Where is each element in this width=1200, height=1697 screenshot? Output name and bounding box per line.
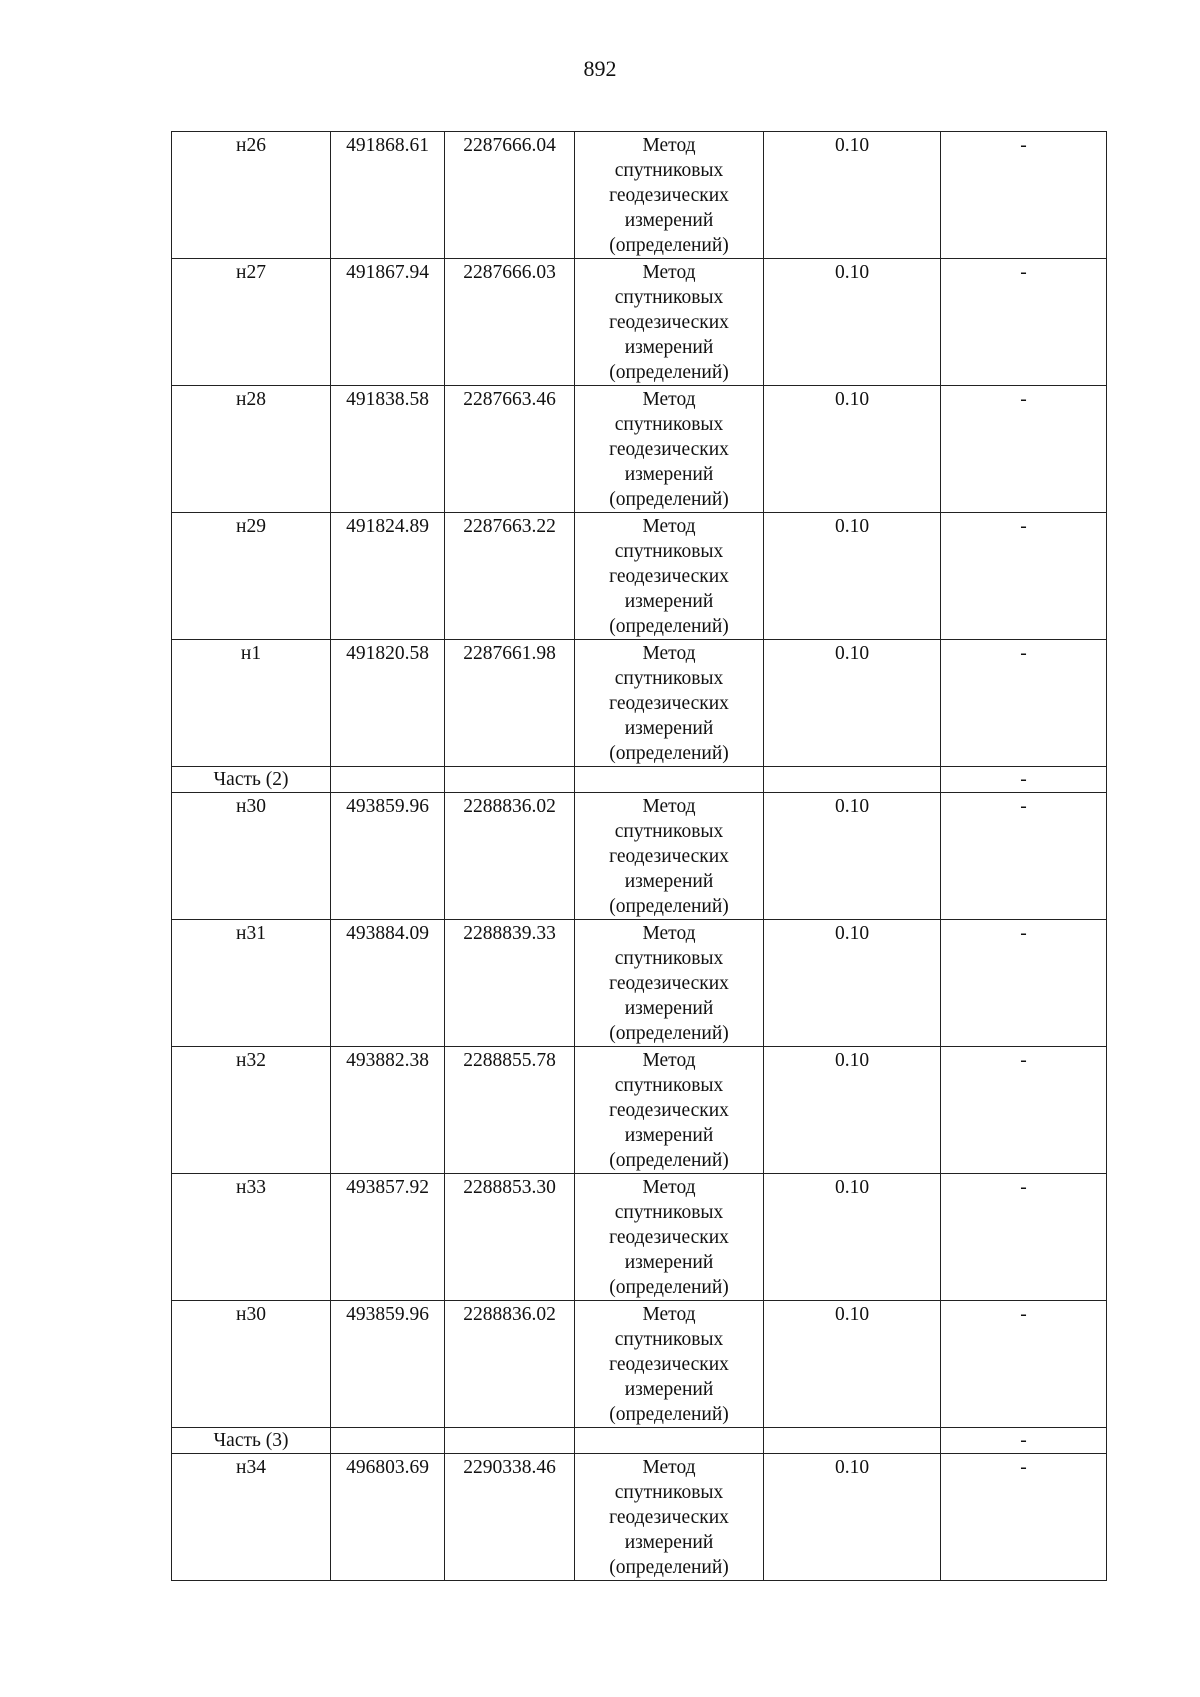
- method: Метод спутниковых геодезических измерений (определений): [575, 1174, 764, 1301]
- x-coordinate: 491868.61: [331, 132, 445, 259]
- note: -: [941, 132, 1107, 259]
- x-coordinate: [331, 1428, 445, 1454]
- point-name: н31: [172, 920, 331, 1047]
- note: -: [941, 1428, 1107, 1454]
- part-label: Часть (2): [172, 767, 331, 793]
- method: Метод спутниковых геодезических измерений (определений): [575, 513, 764, 640]
- accuracy: 0.10: [764, 513, 941, 640]
- point-name: н32: [172, 1047, 331, 1174]
- accuracy: 0.10: [764, 640, 941, 767]
- method: [575, 767, 764, 793]
- table-row: [172, 259, 1107, 386]
- y-coordinate: [445, 767, 575, 793]
- page-number: 892: [583, 56, 617, 81]
- x-coordinate: 491824.89: [331, 513, 445, 640]
- accuracy: 0.10: [764, 1454, 941, 1581]
- x-coordinate: [331, 767, 445, 793]
- accuracy: 0.10: [764, 259, 941, 386]
- table-row: [172, 132, 1107, 259]
- accuracy: [764, 1428, 941, 1454]
- table-row: [172, 640, 1107, 767]
- accuracy: 0.10: [764, 386, 941, 513]
- y-coordinate: 2287666.04: [445, 132, 575, 259]
- x-coordinate: 496803.69: [331, 1454, 445, 1581]
- table-row: [172, 1174, 1107, 1301]
- y-coordinate: [445, 1428, 575, 1454]
- note: -: [941, 513, 1107, 640]
- table-row: [172, 513, 1107, 640]
- note: -: [941, 793, 1107, 920]
- x-coordinate: 493859.96: [331, 793, 445, 920]
- x-coordinate: 493857.92: [331, 1174, 445, 1301]
- accuracy: 0.10: [764, 1174, 941, 1301]
- table-row: [172, 1454, 1107, 1581]
- y-coordinate: 2287663.22: [445, 513, 575, 640]
- note: -: [941, 1047, 1107, 1174]
- part-label: Часть (3): [172, 1428, 331, 1454]
- x-coordinate: 493859.96: [331, 1301, 445, 1428]
- y-coordinate: 2287661.98: [445, 640, 575, 767]
- accuracy: 0.10: [764, 793, 941, 920]
- accuracy: 0.10: [764, 1301, 941, 1428]
- method: Метод спутниковых геодезических измерений (определений): [575, 132, 764, 259]
- note: -: [941, 767, 1107, 793]
- table-row: [172, 920, 1107, 1047]
- point-name: н1: [172, 640, 331, 767]
- method: Метод спутниковых геодезических измерений (определений): [575, 1454, 764, 1581]
- accuracy: 0.10: [764, 1047, 941, 1174]
- part-header-row: [172, 767, 1107, 793]
- point-name: н34: [172, 1454, 331, 1581]
- x-coordinate: 491820.58: [331, 640, 445, 767]
- note: -: [941, 1301, 1107, 1428]
- table-row: [172, 386, 1107, 513]
- method: Метод спутниковых геодезических измерений (определений): [575, 259, 764, 386]
- note: -: [941, 259, 1107, 386]
- x-coordinate: 491867.94: [331, 259, 445, 386]
- accuracy: [764, 767, 941, 793]
- accuracy: 0.10: [764, 132, 941, 259]
- note: -: [941, 920, 1107, 1047]
- method: Метод спутниковых геодезических измерений (определений): [575, 793, 764, 920]
- point-name: н27: [172, 259, 331, 386]
- table-row: [172, 793, 1107, 920]
- y-coordinate: 2288836.02: [445, 793, 575, 920]
- x-coordinate: 493882.38: [331, 1047, 445, 1174]
- point-name: н33: [172, 1174, 331, 1301]
- part-header-row: [172, 1428, 1107, 1454]
- point-name: н29: [172, 513, 331, 640]
- point-name: н30: [172, 1301, 331, 1428]
- point-name: н28: [172, 386, 331, 513]
- y-coordinate: 2288855.78: [445, 1047, 575, 1174]
- note: -: [941, 386, 1107, 513]
- method: Метод спутниковых геодезических измерений (определений): [575, 1301, 764, 1428]
- y-coordinate: 2290338.46: [445, 1454, 575, 1581]
- y-coordinate: 2287666.03: [445, 259, 575, 386]
- note: -: [941, 640, 1107, 767]
- table-row: [172, 1301, 1107, 1428]
- accuracy: 0.10: [764, 920, 941, 1047]
- note: -: [941, 1174, 1107, 1301]
- method: Метод спутниковых геодезических измерений (определений): [575, 386, 764, 513]
- x-coordinate: 491838.58: [331, 386, 445, 513]
- method: [575, 1428, 764, 1454]
- point-name: н26: [172, 132, 331, 259]
- method: Метод спутниковых геодезических измерений (определений): [575, 640, 764, 767]
- y-coordinate: 2288836.02: [445, 1301, 575, 1428]
- y-coordinate: 2288853.30: [445, 1174, 575, 1301]
- method: Метод спутниковых геодезических измерений (определений): [575, 1047, 764, 1174]
- point-name: н30: [172, 793, 331, 920]
- y-coordinate: 2287663.46: [445, 386, 575, 513]
- y-coordinate: 2288839.33: [445, 920, 575, 1047]
- method: Метод спутниковых геодезических измерений (определений): [575, 920, 764, 1047]
- x-coordinate: 493884.09: [331, 920, 445, 1047]
- table-row: [172, 1047, 1107, 1174]
- note: -: [941, 1454, 1107, 1581]
- coordinates-table: [171, 131, 1107, 1581]
